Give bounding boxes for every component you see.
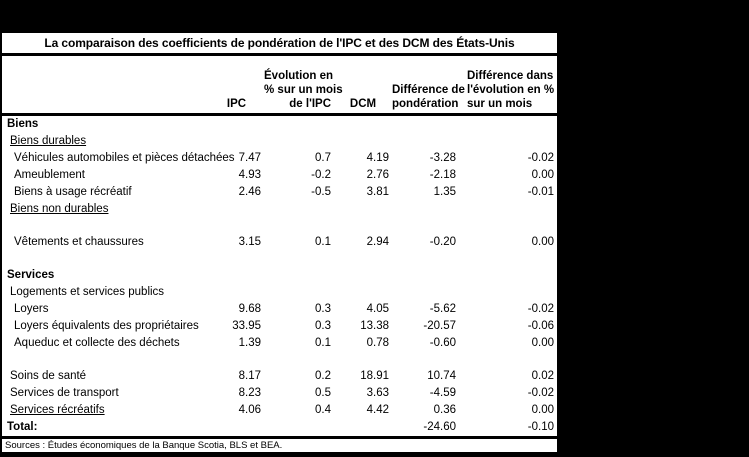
- cell-diff-evolution: -0.06: [527, 320, 554, 332]
- cell-dcm: 13.38: [360, 320, 389, 332]
- row-label: Véhicules automobiles et pièces détachées: [14, 152, 235, 164]
- row-label: Services: [7, 269, 55, 281]
- cell-diff-evolution: [459, 116, 557, 133]
- cell-ipc: 4.93: [238, 169, 261, 181]
- header-ipc: IPC: [226, 98, 247, 110]
- cell-diff-ponderation: -20.57: [423, 320, 456, 332]
- cell-diff-ponderation: -3.28: [429, 152, 456, 164]
- comparison-table: [0, 30, 559, 454]
- cell-evolution: 0.3: [315, 303, 331, 315]
- header-evolution: [264, 69, 343, 111]
- cell-dcm: [334, 133, 392, 150]
- table-row: [2, 368, 557, 385]
- cell-evolution: [264, 284, 334, 301]
- table-row: [2, 133, 557, 150]
- cell-evolution: 0.1: [315, 236, 331, 248]
- cell-diff-ponderation: 0.36: [433, 404, 456, 416]
- header-diff-evolution-line3: sur un mois: [467, 98, 533, 110]
- header-evolution-line1: Évolution en: [264, 70, 333, 82]
- cell-ipc: 1.39: [238, 337, 261, 349]
- cell-diff-ponderation: [392, 201, 459, 218]
- table-row: [2, 284, 557, 301]
- cell-dcm: 4.42: [366, 404, 389, 416]
- row-label: Ameublement: [14, 169, 85, 181]
- table-row: [2, 150, 557, 167]
- row-label: Total:: [7, 421, 38, 433]
- cell-diff-ponderation: [392, 116, 459, 133]
- cell-ipc: [209, 284, 264, 301]
- cell-evolution: 0.1: [315, 337, 331, 349]
- table-header: [2, 56, 557, 116]
- row-label: Loyers: [14, 303, 49, 315]
- table-row: [2, 201, 557, 218]
- cell-evolution: 0.4: [315, 404, 331, 416]
- cell-diff-ponderation: [392, 284, 459, 301]
- cell-evolution: [264, 201, 334, 218]
- table-row: [2, 116, 557, 133]
- cell-diff-ponderation: [392, 267, 459, 284]
- cell-diff-evolution: 0.00: [531, 169, 554, 181]
- header-dcm: DCM: [349, 98, 377, 110]
- cell-dcm: [334, 284, 392, 301]
- cell-ipc: 2.46: [238, 186, 261, 198]
- cell-dcm: 18.91: [360, 370, 389, 382]
- table-row: [2, 385, 557, 402]
- cell-evolution: 0.2: [315, 370, 331, 382]
- cell-ipc: 7.47: [238, 152, 261, 164]
- cell-evolution: [264, 116, 334, 133]
- cell-dcm: 3.81: [366, 186, 389, 198]
- row-label: Soins de santé: [10, 370, 87, 382]
- cell-diff-evolution: -0.02: [527, 152, 554, 164]
- table-row: [2, 234, 557, 251]
- cell-diff-evolution: -0.01: [527, 186, 554, 198]
- row-label: Logements et services publics: [10, 286, 165, 298]
- header-diff-evolution-line2: l'évolution en %: [467, 84, 555, 96]
- cell-evolution: -0.2: [311, 169, 331, 181]
- cell-dcm: [334, 201, 392, 218]
- cell-evolution: 0.7: [315, 152, 331, 164]
- cell-dcm: 2.76: [366, 169, 389, 181]
- cell-ipc: 33.95: [232, 320, 261, 332]
- cell-diff-evolution: -0.02: [527, 303, 554, 315]
- cell-ipc: 8.23: [238, 387, 261, 399]
- cell-diff-evolution: [459, 267, 557, 284]
- cell-diff-evolution: 0.02: [531, 370, 554, 382]
- table-row: [2, 335, 557, 352]
- header-diff-evolution-line1: Différence dans: [467, 70, 554, 82]
- table-row: [2, 402, 557, 419]
- source-note: Sources : Études économiques de la Banque Scotia, BLS et BEA.: [2, 436, 557, 452]
- cell-diff-evolution: -0.02: [527, 387, 554, 399]
- cell-ipc: [209, 201, 264, 218]
- cell-dcm: [334, 419, 392, 436]
- cell-ipc: [209, 419, 264, 436]
- cell-diff-evolution: 0.00: [531, 236, 554, 248]
- cell-diff-ponderation: -0.20: [429, 236, 456, 248]
- cell-diff-ponderation: 1.35: [433, 186, 456, 198]
- cell-evolution: [264, 419, 334, 436]
- header-diff-evolution: [459, 69, 557, 111]
- header-diff-ponderation-line2: pondération: [392, 98, 459, 110]
- row-label: Services de transport: [10, 387, 119, 399]
- cell-ipc: [209, 116, 264, 133]
- spacer-row: [2, 251, 557, 267]
- row-label: Biens à usage récréatif: [14, 186, 132, 198]
- cell-diff-ponderation: -2.18: [429, 169, 456, 181]
- header-diff-ponderation: [392, 83, 465, 111]
- table-row: [2, 301, 557, 318]
- cell-dcm: 3.63: [366, 387, 389, 399]
- spacer-row: [2, 218, 557, 234]
- table-row: [2, 267, 557, 284]
- cell-diff-ponderation: -4.59: [429, 387, 456, 399]
- spacer-row: [2, 352, 557, 368]
- cell-dcm: [334, 116, 392, 133]
- header-evolution-line2: % sur un mois: [264, 84, 343, 96]
- table-row: [2, 184, 557, 201]
- row-label: Loyers équivalents des propriétaires: [14, 320, 199, 332]
- cell-diff-ponderation: 10.74: [427, 370, 456, 382]
- cell-diff-ponderation: [392, 133, 459, 150]
- cell-diff-ponderation: -24.60: [423, 421, 456, 433]
- cell-ipc: 8.17: [238, 370, 261, 382]
- cell-ipc: 9.68: [238, 303, 261, 315]
- cell-diff-evolution: 0.00: [531, 337, 554, 349]
- row-label: Vêtements et chaussures: [14, 236, 144, 248]
- cell-ipc: [209, 267, 264, 284]
- cell-ipc: 4.06: [238, 404, 261, 416]
- cell-evolution: 0.5: [315, 387, 331, 399]
- cell-diff-evolution: -0.10: [527, 421, 554, 433]
- row-label: Biens non durables: [10, 203, 109, 215]
- table-row: [2, 318, 557, 335]
- table-title: La comparaison des coefficients de pondération de l'IPC et des DCM des États-Unis: [2, 33, 557, 56]
- header-diff-ponderation-line1: Différence de: [392, 84, 465, 96]
- row-label: Biens durables: [10, 135, 87, 147]
- table-body: [2, 116, 557, 436]
- cell-diff-ponderation: -5.62: [429, 303, 456, 315]
- header-evolution-line3: de l'IPC: [289, 98, 331, 110]
- cell-evolution: [264, 133, 334, 150]
- cell-dcm: 4.19: [366, 152, 389, 164]
- table-row: [2, 167, 557, 184]
- cell-diff-evolution: 0.00: [531, 404, 554, 416]
- cell-dcm: 4.05: [366, 303, 389, 315]
- row-label: Biens: [7, 118, 39, 130]
- cell-evolution: -0.5: [311, 186, 331, 198]
- row-label: Aqueduc et collecte des déchets: [14, 337, 180, 349]
- cell-evolution: 0.3: [315, 320, 331, 332]
- cell-dcm: 2.94: [366, 236, 389, 248]
- cell-evolution: [264, 267, 334, 284]
- cell-ipc: [209, 133, 264, 150]
- cell-diff-evolution: [459, 284, 557, 301]
- cell-diff-evolution: [459, 201, 557, 218]
- cell-diff-ponderation: -0.60: [429, 337, 456, 349]
- total-row: [2, 419, 557, 436]
- cell-diff-evolution: [459, 133, 557, 150]
- cell-dcm: 0.78: [366, 337, 389, 349]
- row-label: Services récréatifs: [10, 404, 105, 416]
- cell-dcm: [334, 267, 392, 284]
- cell-ipc: 3.15: [238, 236, 261, 248]
